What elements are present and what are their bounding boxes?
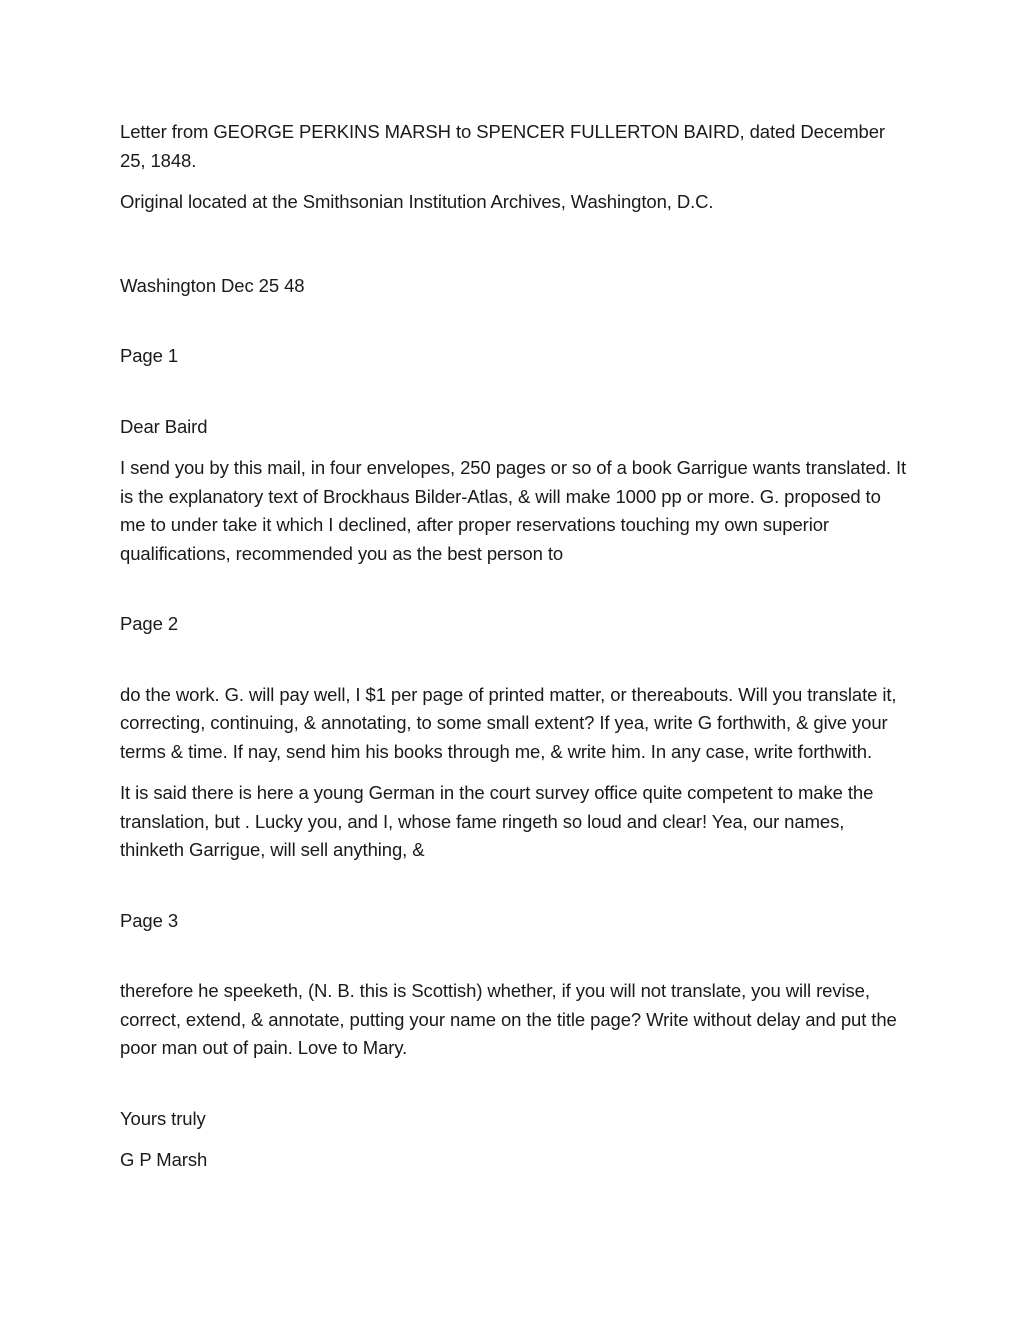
paragraph-4: therefore he speeketh, (N. B. this is Scottish) whether, if you will not translate, you will revise, correct, extend, & annotate, putting your name on the title page? Write without delay and put the poor man out of pain. Love to Mary.	[120, 980, 897, 1058]
letter-header: Letter from GEORGE PERKINS MARSH to SPENCER FULLERTON BAIRD, dated December 25, 1848.	[120, 121, 885, 171]
paragraph-1: I send you by this mail, in four envelopes, 250 pages or so of a book Garrigue wants translated. It is the explanatory text of Brockhaus Bilder-Atlas, & will make 1000 pp or more. G. proposed to me to under take it which I declined, after proper reservations touching my own superior qualifications, recommended you as the best person to	[120, 457, 907, 564]
paragraph-3: It is said there is here a young German in the court survey office quite competent to make the translation, but . Lucky you, and I, whose fame ringeth so loud and clear! Yea, our names, thinketh Garrigue, will sell anything, &	[120, 782, 874, 860]
paragraph-2: do the work. G. will pay well, I $1 per page of printed matter, or thereabouts. Will you translate it, correcting, continuing, & annotating, to some small extent? If yea, write G forthwith, & give your terms & time. If nay, send him his books through me, & write him. In any case, write forthwith.	[120, 683, 897, 762]
closing: Yours truly	[120, 1107, 206, 1129]
letter-transcription	[120, 118, 910, 1175]
signature: G P Marsh	[120, 1149, 208, 1170]
dateline: Washington Dec 25 48	[120, 274, 305, 296]
page-label-1: Page 1	[120, 345, 179, 366]
salutation: Dear Baird	[120, 415, 208, 437]
source-note: Original located at the Smithsonian Institution Archives, Washington, D.C.	[120, 191, 714, 212]
page-label-2: Page 2	[120, 613, 179, 634]
page-label-3: Page 3	[120, 909, 179, 931]
